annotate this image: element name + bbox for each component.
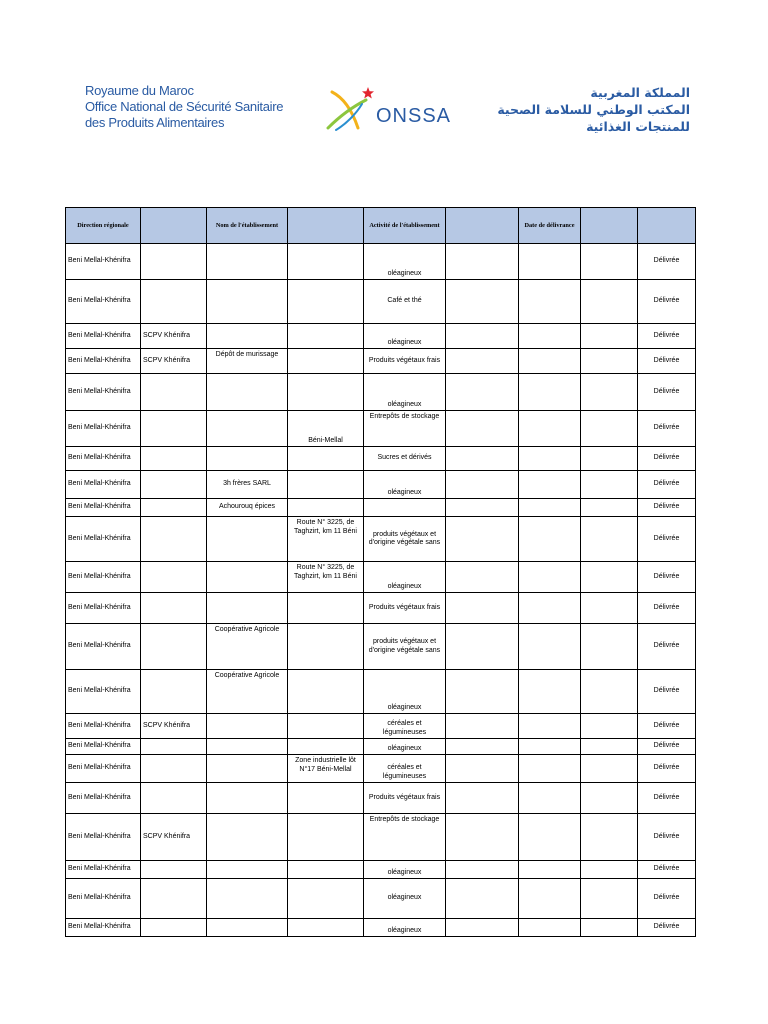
- cell-empty: [581, 517, 638, 562]
- cell-date: [519, 624, 581, 670]
- cell-empty: [581, 879, 638, 919]
- cell-direction: Beni Mellal-Khénifra: [66, 624, 141, 670]
- cell-service: [141, 280, 207, 324]
- cell-activity: oléagineux: [364, 374, 446, 411]
- cell-status: Délivrée: [638, 879, 696, 919]
- cell-activity: [364, 499, 446, 517]
- office-label-line2: des Produits Alimentaires: [85, 115, 225, 130]
- cell-direction: Beni Mellal-Khénifra: [66, 447, 141, 471]
- table-row: [66, 374, 696, 411]
- arabic-office-line1: المكتب الوطني للسلامة الصحية: [497, 102, 690, 117]
- cell-address: [288, 471, 364, 499]
- cell-status: Délivrée: [638, 244, 696, 280]
- cell-establishment-name: [207, 593, 288, 624]
- cell-status: Délivrée: [638, 714, 696, 739]
- cell-empty: [446, 593, 519, 624]
- cell-status: Délivrée: [638, 324, 696, 349]
- cell-activity: Produits végétaux frais: [364, 593, 446, 624]
- establishments-table: [65, 207, 696, 937]
- cell-establishment-name: [207, 447, 288, 471]
- cell-address: [288, 499, 364, 517]
- cell-status: Délivrée: [638, 814, 696, 861]
- cell-status: Délivrée: [638, 411, 696, 447]
- cell-establishment-name: Coopérative Agricole: [207, 624, 288, 670]
- cell-address: [288, 814, 364, 861]
- cell-empty: [581, 499, 638, 517]
- cell-address: [288, 783, 364, 814]
- cell-status: Délivrée: [638, 374, 696, 411]
- col-header: [141, 208, 207, 244]
- logo-text: ONSSA: [376, 105, 452, 127]
- cell-empty: [446, 714, 519, 739]
- cell-service: [141, 244, 207, 280]
- cell-empty: [581, 324, 638, 349]
- cell-establishment-name: Coopérative Agricole: [207, 670, 288, 714]
- cell-establishment-name: [207, 280, 288, 324]
- table-row: [66, 517, 696, 562]
- table-row: [66, 670, 696, 714]
- table-header-row: [66, 208, 696, 244]
- cell-empty: [581, 714, 638, 739]
- cell-empty: [446, 517, 519, 562]
- cell-empty: [446, 411, 519, 447]
- cell-service: [141, 593, 207, 624]
- table-row: [66, 755, 696, 783]
- cell-empty: [446, 879, 519, 919]
- cell-empty: [581, 471, 638, 499]
- cell-empty: [581, 814, 638, 861]
- table-row: [66, 562, 696, 593]
- cell-empty: [446, 280, 519, 324]
- cell-empty: [581, 861, 638, 879]
- cell-status: Délivrée: [638, 919, 696, 937]
- cell-activity: Café et thé: [364, 280, 446, 324]
- cell-establishment-name: [207, 783, 288, 814]
- cell-address: [288, 670, 364, 714]
- cell-direction: Beni Mellal-Khénifra: [66, 593, 141, 624]
- cell-empty: [446, 861, 519, 879]
- cell-service: SCPV Khénifra: [141, 349, 207, 374]
- cell-date: [519, 814, 581, 861]
- cell-service: [141, 447, 207, 471]
- cell-empty: [581, 349, 638, 374]
- onssa-logo: [322, 84, 462, 136]
- cell-service: [141, 755, 207, 783]
- cell-establishment-name: [207, 411, 288, 447]
- cell-direction: Beni Mellal-Khénifra: [66, 517, 141, 562]
- cell-establishment-name: [207, 562, 288, 593]
- cell-establishment-name: [207, 861, 288, 879]
- table-row: [66, 783, 696, 814]
- cell-service: [141, 670, 207, 714]
- cell-date: [519, 714, 581, 739]
- cell-service: SCPV Khénifra: [141, 324, 207, 349]
- table-row: [66, 814, 696, 861]
- cell-direction: Beni Mellal-Khénifra: [66, 471, 141, 499]
- cell-empty: [446, 670, 519, 714]
- cell-activity: oléagineux: [364, 861, 446, 879]
- cell-activity: oléagineux: [364, 471, 446, 499]
- cell-activity: oléagineux: [364, 670, 446, 714]
- cell-establishment-name: [207, 755, 288, 783]
- cell-address: [288, 879, 364, 919]
- cell-establishment-name: [207, 879, 288, 919]
- cell-date: [519, 411, 581, 447]
- cell-empty: [446, 349, 519, 374]
- cell-activity: Produits végétaux frais: [364, 783, 446, 814]
- col-header: [638, 208, 696, 244]
- col-header: [446, 208, 519, 244]
- kingdom-label: Royaume du Maroc: [85, 83, 194, 98]
- cell-establishment-name: [207, 714, 288, 739]
- cell-status: Délivrée: [638, 349, 696, 374]
- cell-empty: [446, 374, 519, 411]
- cell-empty: [446, 755, 519, 783]
- table-row: [66, 919, 696, 937]
- cell-service: [141, 471, 207, 499]
- cell-direction: Beni Mellal-Khénifra: [66, 349, 141, 374]
- cell-empty: [581, 280, 638, 324]
- cell-direction: Beni Mellal-Khénifra: [66, 562, 141, 593]
- cell-activity: produits végétaux et d'origine végétale sans: [364, 517, 446, 562]
- cell-address: Route N° 3225, de Taghzirt, km 11 Béni: [288, 562, 364, 593]
- cell-status: Délivrée: [638, 517, 696, 562]
- table-row: [66, 447, 696, 471]
- cell-direction: Beni Mellal-Khénifra: [66, 324, 141, 349]
- cell-empty: [581, 374, 638, 411]
- cell-date: [519, 879, 581, 919]
- table-row: [66, 280, 696, 324]
- cell-date: [519, 517, 581, 562]
- cell-activity: oléagineux: [364, 244, 446, 280]
- cell-direction: Beni Mellal-Khénifra: [66, 919, 141, 937]
- cell-status: Délivrée: [638, 624, 696, 670]
- cell-establishment-name: 3h frères SARL: [207, 471, 288, 499]
- cell-date: [519, 755, 581, 783]
- cell-empty: [446, 624, 519, 670]
- cell-direction: Beni Mellal-Khénifra: [66, 879, 141, 919]
- cell-establishment-name: Achourouq épices: [207, 499, 288, 517]
- cell-empty: [446, 783, 519, 814]
- table-row: [66, 714, 696, 739]
- cell-status: Délivrée: [638, 739, 696, 755]
- cell-service: [141, 374, 207, 411]
- cell-empty: [581, 562, 638, 593]
- cell-service: [141, 739, 207, 755]
- cell-date: [519, 374, 581, 411]
- cell-empty: [581, 670, 638, 714]
- cell-empty: [581, 755, 638, 783]
- cell-date: [519, 861, 581, 879]
- table-row: [66, 471, 696, 499]
- cell-empty: [581, 739, 638, 755]
- table-row: [66, 349, 696, 374]
- cell-address: [288, 593, 364, 624]
- cell-address: Zone industrielle lôt N°17 Béni-Mellal: [288, 755, 364, 783]
- cell-date: [519, 919, 581, 937]
- cell-service: [141, 919, 207, 937]
- table-row: [66, 593, 696, 624]
- cell-address: [288, 739, 364, 755]
- cell-address: [288, 244, 364, 280]
- cell-direction: Beni Mellal-Khénifra: [66, 499, 141, 517]
- cell-activity: oléagineux: [364, 739, 446, 755]
- header-french-text: [85, 83, 283, 131]
- cell-activity: Produits végétaux frais: [364, 349, 446, 374]
- table-row: [66, 324, 696, 349]
- cell-date: [519, 280, 581, 324]
- cell-direction: Beni Mellal-Khénifra: [66, 670, 141, 714]
- cell-service: [141, 517, 207, 562]
- cell-empty: [581, 411, 638, 447]
- cell-direction: Beni Mellal-Khénifra: [66, 814, 141, 861]
- arabic-office-line2: للمنتجات الغذائية: [586, 119, 690, 134]
- col-header: Activité de l'établissement: [364, 208, 446, 244]
- cell-empty: [581, 447, 638, 471]
- cell-date: [519, 593, 581, 624]
- cell-date: [519, 447, 581, 471]
- cell-service: [141, 879, 207, 919]
- cell-address: [288, 919, 364, 937]
- cell-status: Délivrée: [638, 755, 696, 783]
- cell-empty: [581, 919, 638, 937]
- cell-establishment-name: [207, 814, 288, 861]
- cell-empty: [446, 447, 519, 471]
- table-row: [66, 499, 696, 517]
- cell-date: [519, 244, 581, 280]
- cell-activity: oléagineux: [364, 919, 446, 937]
- cell-status: Délivrée: [638, 861, 696, 879]
- cell-service: [141, 411, 207, 447]
- cell-address: [288, 861, 364, 879]
- col-header: [288, 208, 364, 244]
- cell-address: [288, 447, 364, 471]
- cell-empty: [581, 783, 638, 814]
- cell-address: [288, 714, 364, 739]
- cell-empty: [446, 814, 519, 861]
- col-header: Nom de l'établissement: [207, 208, 288, 244]
- cell-direction: Beni Mellal-Khénifra: [66, 783, 141, 814]
- cell-establishment-name: [207, 739, 288, 755]
- cell-service: [141, 783, 207, 814]
- cell-service: SCPV Khénifra: [141, 714, 207, 739]
- cell-status: Délivrée: [638, 471, 696, 499]
- cell-establishment-name: [207, 919, 288, 937]
- cell-date: [519, 783, 581, 814]
- cell-address: [288, 374, 364, 411]
- cell-empty: [446, 244, 519, 280]
- cell-status: Délivrée: [638, 280, 696, 324]
- cell-empty: [581, 593, 638, 624]
- col-header: Date de délivrance: [519, 208, 581, 244]
- table-row: [66, 411, 696, 447]
- cell-date: [519, 739, 581, 755]
- cell-direction: Beni Mellal-Khénifra: [66, 280, 141, 324]
- cell-direction: Beni Mellal-Khénifra: [66, 714, 141, 739]
- cell-date: [519, 349, 581, 374]
- cell-activity: oléagineux: [364, 324, 446, 349]
- cell-date: [519, 471, 581, 499]
- col-header: Direction régionale: [66, 208, 141, 244]
- cell-address: [288, 280, 364, 324]
- cell-status: Délivrée: [638, 593, 696, 624]
- cell-activity: céréales et légumineuses: [364, 714, 446, 739]
- cell-direction: Beni Mellal-Khénifra: [66, 411, 141, 447]
- cell-service: [141, 499, 207, 517]
- cell-activity: Entrepôts de stockage: [364, 814, 446, 861]
- cell-date: [519, 670, 581, 714]
- cell-direction: Beni Mellal-Khénifra: [66, 755, 141, 783]
- cell-activity: Entrepôts de stockage: [364, 411, 446, 447]
- table-row: [66, 861, 696, 879]
- office-label-line1: Office National de Sécurité Sanitaire: [85, 99, 284, 114]
- cell-status: Délivrée: [638, 499, 696, 517]
- table-row: [66, 879, 696, 919]
- cell-empty: [446, 919, 519, 937]
- cell-activity: oléagineux: [364, 879, 446, 919]
- cell-direction: Beni Mellal-Khénifra: [66, 374, 141, 411]
- cell-empty: [446, 562, 519, 593]
- cell-empty: [446, 471, 519, 499]
- table-row: [66, 244, 696, 280]
- cell-address: Route N° 3225, de Taghzirt, km 11 Béni: [288, 517, 364, 562]
- cell-service: [141, 861, 207, 879]
- cell-address: [288, 349, 364, 374]
- cell-address: [288, 324, 364, 349]
- cell-establishment-name: [207, 374, 288, 411]
- cell-activity: oléagineux: [364, 562, 446, 593]
- cell-service: SCPV Khénifra: [141, 814, 207, 861]
- cell-direction: Beni Mellal-Khénifra: [66, 861, 141, 879]
- cell-empty: [446, 324, 519, 349]
- cell-status: Délivrée: [638, 670, 696, 714]
- cell-empty: [446, 499, 519, 517]
- cell-establishment-name: Dépôt de murissage: [207, 349, 288, 374]
- cell-establishment-name: [207, 324, 288, 349]
- cell-establishment-name: [207, 244, 288, 280]
- cell-address: Béni-Mellal: [288, 411, 364, 447]
- col-header: [581, 208, 638, 244]
- cell-direction: Beni Mellal-Khénifra: [66, 739, 141, 755]
- cell-status: Délivrée: [638, 562, 696, 593]
- cell-activity: produits végétaux et d'origine végétale sans: [364, 624, 446, 670]
- arabic-kingdom-label: المملكة المغربية: [590, 85, 690, 100]
- cell-direction: Beni Mellal-Khénifra: [66, 244, 141, 280]
- table-row: [66, 624, 696, 670]
- cell-empty: [581, 624, 638, 670]
- cell-address: [288, 624, 364, 670]
- cell-empty: [446, 739, 519, 755]
- cell-status: Délivrée: [638, 783, 696, 814]
- cell-activity: Sucres et dérivés: [364, 447, 446, 471]
- cell-date: [519, 324, 581, 349]
- header-arabic-text: [497, 84, 690, 135]
- table-row: [66, 739, 696, 755]
- cell-status: Délivrée: [638, 447, 696, 471]
- cell-service: [141, 562, 207, 593]
- cell-establishment-name: [207, 517, 288, 562]
- cell-activity: céréales et légumineuses: [364, 755, 446, 783]
- cell-date: [519, 562, 581, 593]
- cell-service: [141, 624, 207, 670]
- cell-empty: [581, 244, 638, 280]
- cell-date: [519, 499, 581, 517]
